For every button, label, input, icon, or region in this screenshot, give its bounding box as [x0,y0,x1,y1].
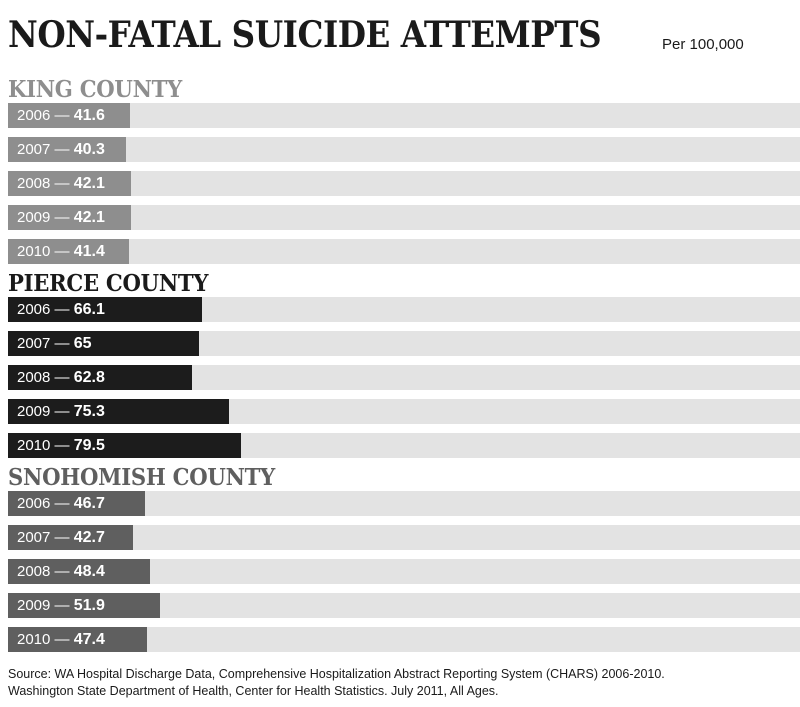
pierce-county-track-2007 [8,331,800,356]
snohomish-county-track-2006 [8,491,800,516]
pierce-county-track-2010 [8,433,800,458]
pierce-county-bar-label-2007 [17,331,92,356]
snohomish-county-bar-label-2008 [17,559,105,584]
pierce-county-bar-label-2009 [17,399,105,424]
bar-year-label: 2010 — [17,631,74,648]
king-county-bar-label-2010 [17,239,105,264]
bar-year-label: 2007 — [17,529,74,546]
bar-year-label: 2008 — [17,563,74,580]
bar-value-label: 42.1 [73,209,105,226]
bar-value-label: 40.3 [73,141,105,158]
bar-year-label: 2007 — [17,141,74,158]
bar-value-label: 51.9 [73,597,105,614]
pierce-county-bar-label-2010 [17,433,105,458]
bar-value-label: 42.7 [73,529,105,546]
bar-year-label: 2009 — [17,597,74,614]
king-county-bar-label-2007 [17,137,105,162]
bar-year-label: 2010 — [17,437,74,454]
bar-value-label: 41.6 [73,107,105,124]
bar-value-label: 46.7 [73,495,105,512]
king-county-bar-label-2009 [17,205,105,230]
bar-year-label: 2009 — [17,209,74,226]
chart-subtitle: Per 100,000 [662,36,744,53]
king-county-heading: KING COUNTY [8,76,182,103]
snohomish-county-track-2010 [8,627,800,652]
snohomish-county-track-2008 [8,559,800,584]
snohomish-county-bar-label-2007 [17,525,105,550]
pierce-county-track-2009 [8,399,800,424]
pierce-county-track-2006 [8,297,800,322]
source-line-2: Washington State Department of Health, Center for Health Statistics. July 2011, All Ages. [8,684,499,698]
bar-value-label: 79.5 [73,437,105,454]
king-county-bar-label-2008 [17,171,105,196]
bar-value-label: 47.4 [73,631,105,648]
bar-year-label: 2008 — [17,369,74,386]
bar-value-label: 62.8 [73,369,105,386]
king-county-track-2008 [8,171,800,196]
pierce-county-heading: PIERCE COUNTY [8,270,209,297]
snohomish-county-track-2009 [8,593,800,618]
pierce-county-track-2008 [8,365,800,390]
bar-value-label: 66.1 [73,301,105,318]
king-county-bar-label-2006 [17,103,105,128]
king-county-track-2010 [8,239,800,264]
chart-title: NON-FATAL SUICIDE ATTEMPTS [8,14,602,56]
bar-value-label: 75.3 [73,403,105,420]
pierce-county-bar-label-2006 [17,297,105,322]
source-note [8,666,665,700]
bar-year-label: 2008 — [17,175,74,192]
pierce-county-bar-label-2008 [17,365,105,390]
bar-year-label: 2009 — [17,403,74,420]
snohomish-county-bar-label-2009 [17,593,105,618]
king-county-track-2009 [8,205,800,230]
chart-header [8,14,663,60]
bar-year-label: 2006 — [17,301,74,318]
king-county-track-2006 [8,103,800,128]
bar-year-label: 2006 — [17,107,74,124]
bar-value-label: 48.4 [73,563,105,580]
bar-value-label: 41.4 [73,243,105,260]
snohomish-county-bar-label-2010 [17,627,105,652]
bar-year-label: 2010 — [17,243,74,260]
bar-year-label: 2006 — [17,495,74,512]
snohomish-county-track-2007 [8,525,800,550]
snohomish-county-heading: SNOHOMISH COUNTY [8,464,275,491]
source-line-1: Source: WA Hospital Discharge Data, Comprehensive Hospitalization Abstract Reporting System (CHARS) 2006-2010. [8,667,665,681]
bar-value-label: 65 [73,335,92,352]
bar-value-label: 42.1 [73,175,105,192]
bar-year-label: 2007 — [17,335,74,352]
snohomish-county-bar-label-2006 [17,491,105,516]
king-county-track-2007 [8,137,800,162]
